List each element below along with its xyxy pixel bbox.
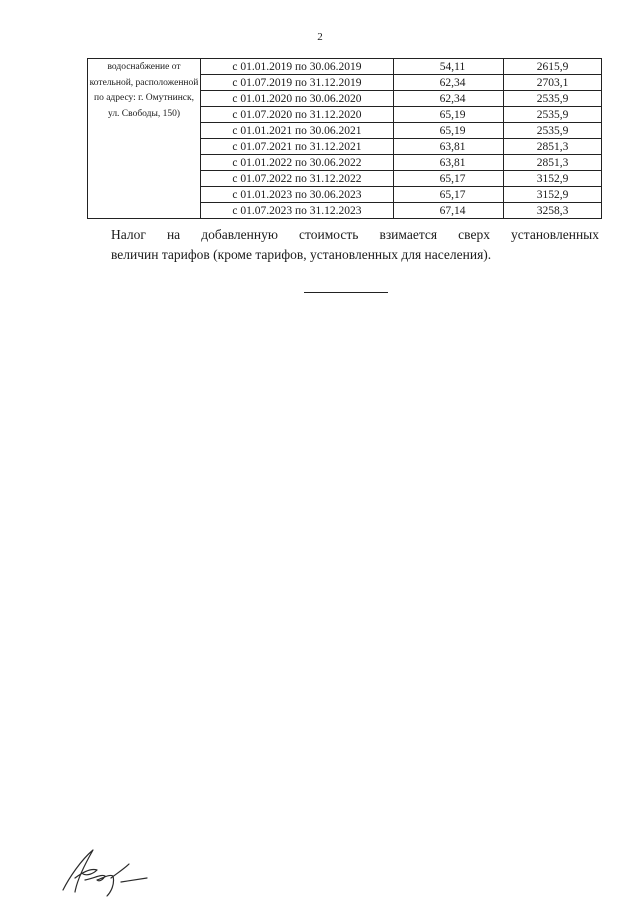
period-cell: с 01.07.2020 по 31.12.2020 [201, 107, 394, 123]
tariff-amount-cell: 2703,1 [504, 75, 602, 91]
end-of-document-rule [304, 292, 388, 293]
vat-note-line-1: Налог на добавленную стоимость взимается сверх установленных [111, 227, 599, 242]
tariff-value-cell: 54,11 [394, 59, 504, 75]
tariff-table [87, 58, 602, 219]
period-cell: с 01.07.2023 по 31.12.2023 [201, 203, 394, 219]
tariff-value-cell: 65,19 [394, 123, 504, 139]
tariff-value-cell: 62,34 [394, 91, 504, 107]
period-cell: с 01.01.2020 по 30.06.2020 [201, 91, 394, 107]
tariff-amount-cell: 2535,9 [504, 91, 602, 107]
page-number: 2 [317, 31, 323, 43]
period-cell: с 01.07.2019 по 31.12.2019 [201, 75, 394, 91]
period-cell: с 01.01.2019 по 30.06.2019 [201, 59, 394, 75]
period-cell: с 01.07.2021 по 31.12.2021 [201, 139, 394, 155]
tariff-value-cell: 65,17 [394, 187, 504, 203]
tariff-amount-cell: 2535,9 [504, 107, 602, 123]
tariff-amount-cell: 2615,9 [504, 59, 602, 75]
period-cell: с 01.07.2022 по 31.12.2022 [201, 171, 394, 187]
tariff-amount-cell: 3152,9 [504, 171, 602, 187]
tariff-amount-cell: 2851,3 [504, 139, 602, 155]
tariff-value-cell: 63,81 [394, 139, 504, 155]
period-cell: с 01.01.2022 по 30.06.2022 [201, 155, 394, 171]
tariff-value-cell: 63,81 [394, 155, 504, 171]
service-description-cell: водоснабжение от котельной, расположенной по адресу: г. Омутнинск, ул. Свободы, 150) [88, 59, 201, 219]
table-row [88, 59, 602, 75]
tariff-value-cell: 65,19 [394, 107, 504, 123]
vat-note-line-2: величин тарифов (кроме тарифов, установленных для населения). [111, 247, 492, 262]
tariff-value-cell: 62,34 [394, 75, 504, 91]
tariff-amount-cell: 3258,3 [504, 203, 602, 219]
tariff-amount-cell: 3152,9 [504, 187, 602, 203]
tariff-amount-cell: 2535,9 [504, 123, 602, 139]
tariff-value-cell: 67,14 [394, 203, 504, 219]
period-cell: с 01.01.2023 по 30.06.2023 [201, 187, 394, 203]
tariff-value-cell: 65,17 [394, 171, 504, 187]
handwritten-signature [55, 838, 165, 898]
period-cell: с 01.01.2021 по 30.06.2021 [201, 123, 394, 139]
tariff-amount-cell: 2851,3 [504, 155, 602, 171]
